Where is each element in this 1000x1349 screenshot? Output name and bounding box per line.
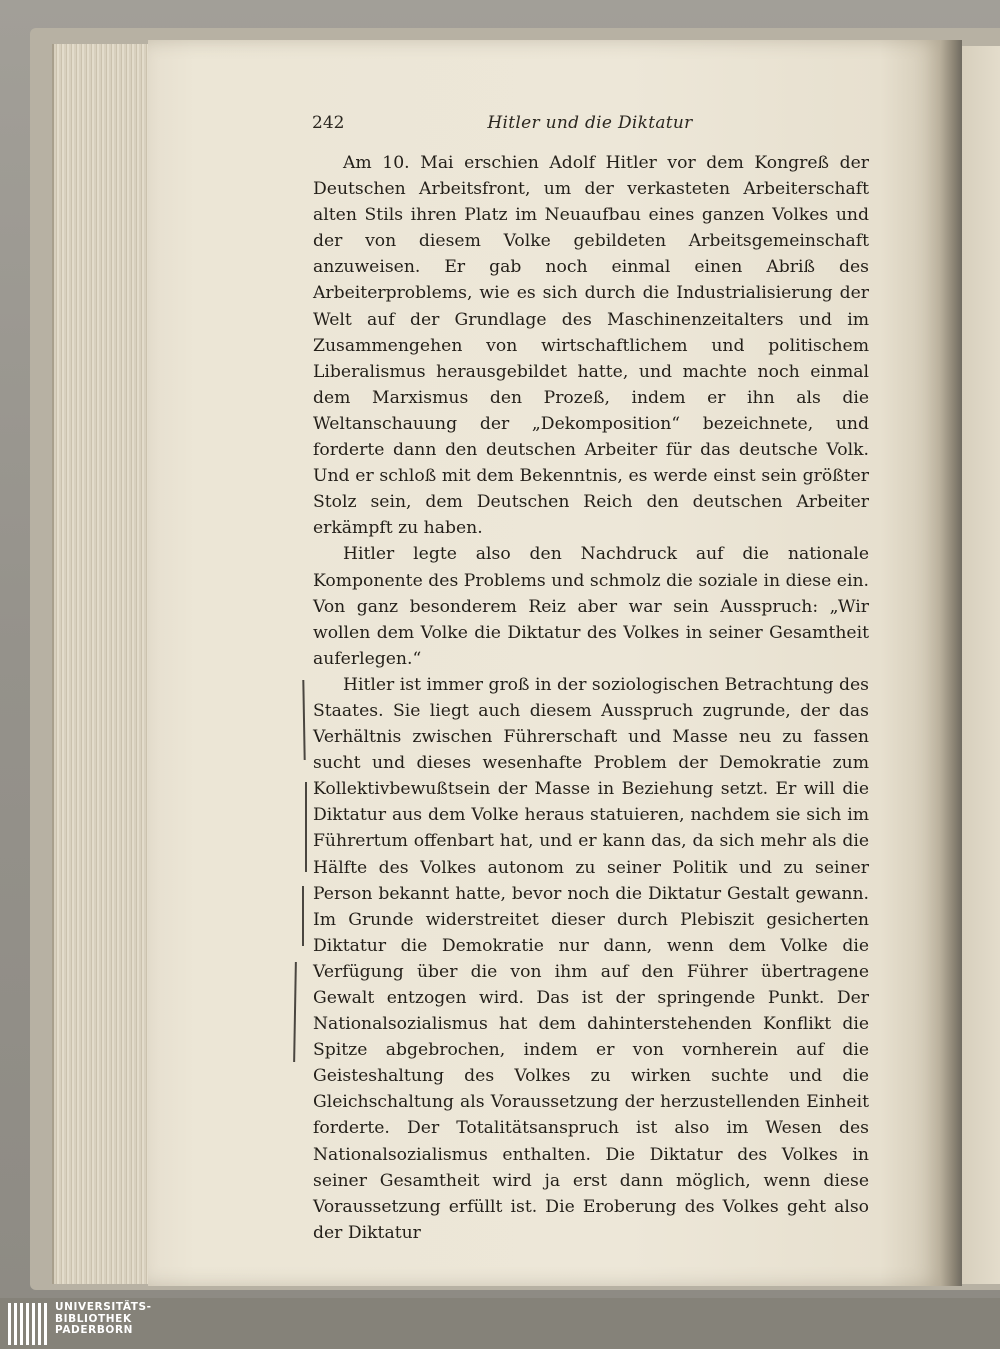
facing-page-edge — [962, 46, 1000, 1284]
pencil-margin-mark — [305, 782, 307, 872]
page-header — [312, 109, 868, 139]
pencil-margin-mark — [302, 886, 304, 946]
library-logo-icon — [8, 1303, 50, 1345]
logo-line: BIBLIOTHEK — [55, 1312, 132, 1325]
paragraph: Hitler legte also den Nachdruck auf die nationale Komponente des Problems und schmolz die soziale in diese ein. Von ganz besonderem Reiz aber war sein Ausspruch: „Wir wollen dem Volke die Diktatur des Volkes in seiner Gesamtheit auferlegen.“ — [313, 544, 869, 669]
body-text — [313, 150, 869, 1246]
paragraph: Am 10. Mai erschien Adolf Hitler vor dem Kongreß der Deutschen Arbeitsfront, um der verkasteten Arbeiterschaft alten Stils ihren Platz im Neuaufbau eines ganzen Volkes und der von diesem Volke gebildeten Arbeitsgemeinschaft anzuweisen. Er gab noch einmal einen Abriß des Arbeiterproblems, wie es sich durch die Industrialisierung der Welt auf der Grundlage des Maschinenzeitalters und im Zusammengehen von wirtschaftlichem und politischem Liberalismus herausgebildet hatte, und machte noch einmal dem Marxismus den Prozeß, indem er ihn als die Weltanschauung der „Dekomposition“ bezeichnete, und forderte dann den deutschen Arbeiter für das deutsche Volk. Und er schloß mit dem Bekenntnis, es werde einst sein größter Stolz sein, dem Deutschen Reich den deutschen Arbeiter erkämpft zu haben. — [313, 153, 869, 539]
logo-line: PADERBORN — [55, 1324, 134, 1336]
library-logo-text — [55, 1302, 152, 1337]
page-stack-edges — [52, 44, 150, 1284]
paragraph: Hitler ist immer groß in der soziologischen Betrachtung des Staates. Sie liegt auch diesem Ausspruch zugrunde, der das Verhältnis zwischen Führerschaft und Masse neu zu fassen sucht und dieses wesenhafte Problem der Demokratie zum Kollektivbewußtsein der Masse in Beziehung setzt. Er will die Diktatur aus dem Volke heraus statuieren, nachdem sie sich im Führertum offenbart hat, und er kann das, da sich mehr als die Hälfte des Volkes autonom zu seiner Politik und zu seiner Person bekannt hatte, bevor noch die Diktatur Gestalt gewann. Im Grunde widerstreitet dieser durch Plebiszit gesicherten Diktatur die Demokratie nur dann, wenn dem Volke die Verfügung über die von ihm auf den Führer übertragene Gewalt entzogen wird. Das ist der springende Punkt. Der Nationalsozialismus hat dem dahinterstehenden Konflikt die Spitze abgebrochen, indem er von vornherein auf die Geisteshaltung des Volkes zu wirken suchte und die Gleichschaltung als Voraussetzung der herzustellenden Einheit forderte. Der Totalitätsanspruch ist also im Wesen des Nationalsozialismus enthalten. Die Diktatur des Volkes in seiner Gesamtheit wird ja erst dann möglich, wenn diese Voraussetzung erfüllt ist. Die Eroberung des Volkes geht also der Diktatur — [313, 674, 869, 1243]
logo-line: UNIVERSITÄTS- — [55, 1301, 152, 1313]
running-title: Hitler und die Diktatur — [487, 113, 693, 133]
book-gutter — [940, 40, 962, 1286]
page-number: 242 — [312, 113, 345, 133]
library-footer — [0, 1298, 1000, 1349]
